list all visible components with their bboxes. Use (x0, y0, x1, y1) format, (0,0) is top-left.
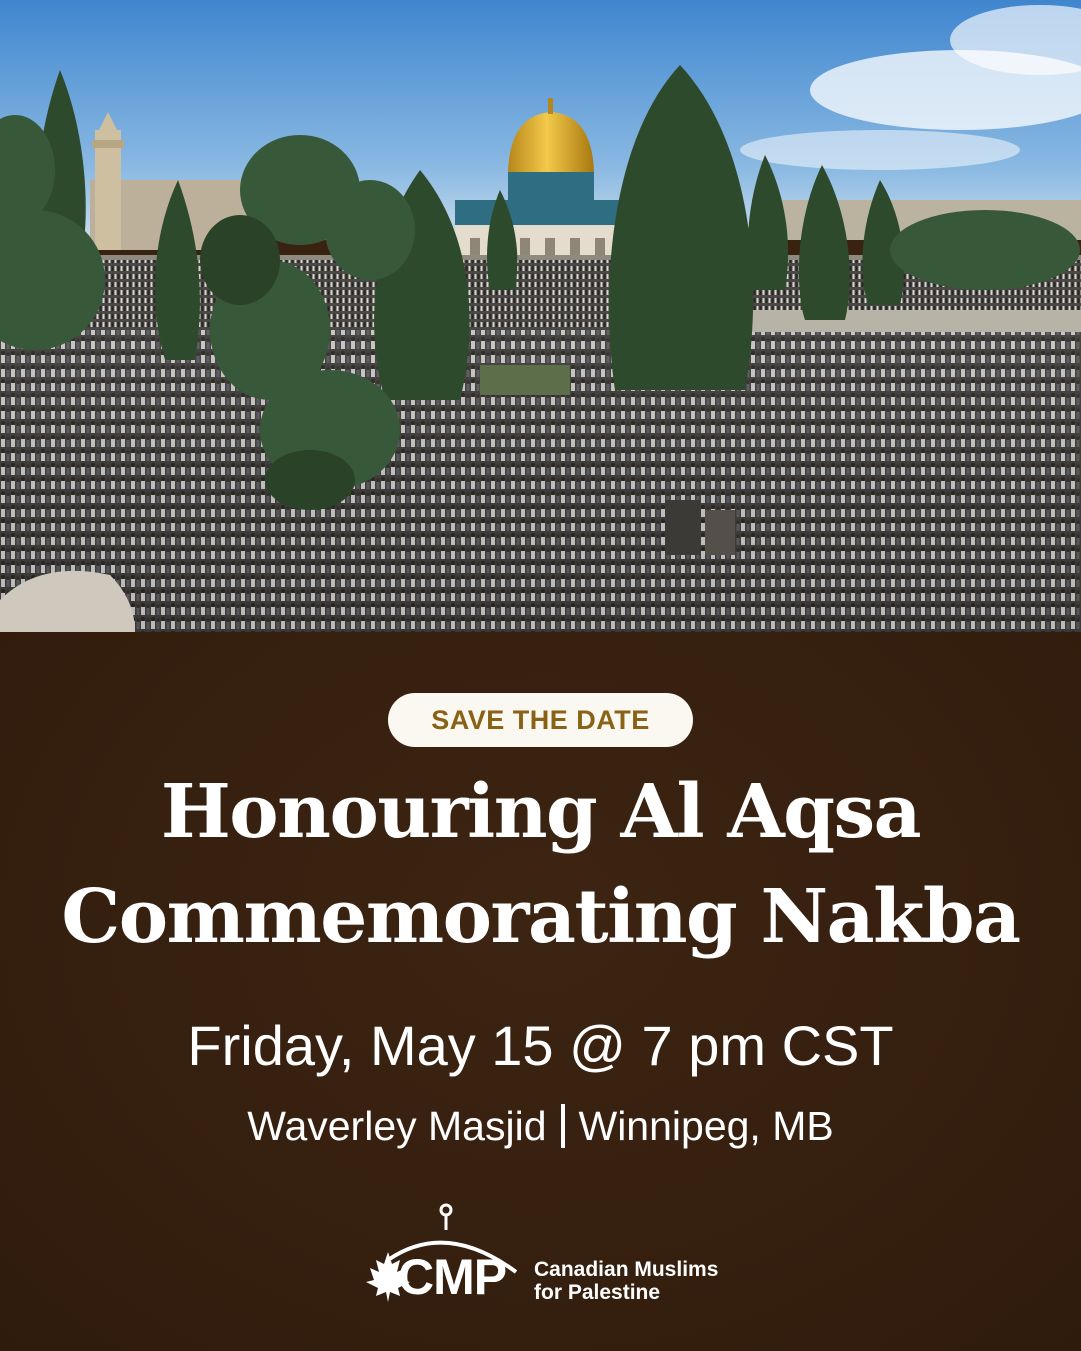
event-date-time: Friday, May 15 @ 7 pm CST (187, 1014, 894, 1077)
venue-name: Waverley Masjid (247, 1103, 547, 1149)
mosque-crowd-illustration (0, 0, 1081, 632)
event-title-line2: Commemorating Nakba (61, 874, 1020, 960)
organization-name (534, 1258, 718, 1304)
organization-name-line1: Canadian Muslims (534, 1258, 719, 1281)
save-the-date-badge: SAVE THE DATE (388, 693, 693, 747)
event-info-panel (0, 632, 1081, 1351)
organization-name-line2: for Palestine (534, 1281, 661, 1304)
event-venue (0, 1104, 1081, 1148)
hero-photo (0, 0, 1081, 632)
event-title-line1: Honouring Al Aqsa (160, 769, 921, 855)
venue-city: Winnipeg, MB (578, 1103, 834, 1149)
cmp-logo (348, 1202, 748, 1312)
venue-separator (561, 1104, 565, 1148)
logo-abbrev: CMP (398, 1249, 507, 1305)
